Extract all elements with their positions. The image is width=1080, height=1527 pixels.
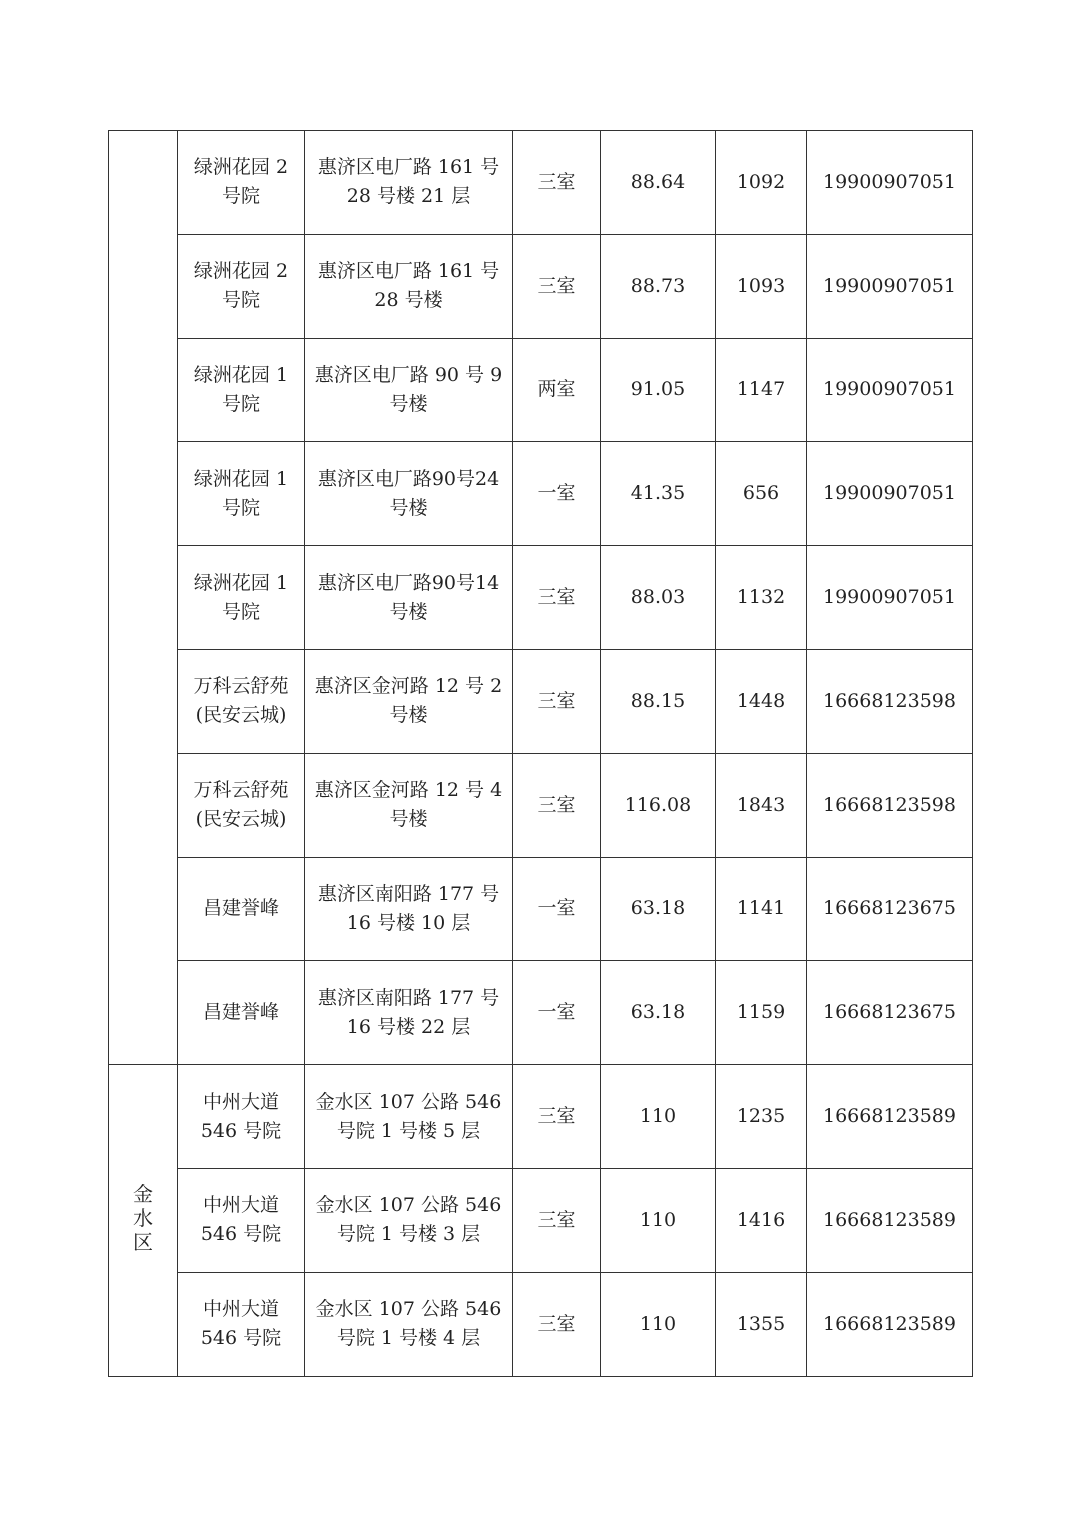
community-cell-text: 绿洲花园 1 号院 (193, 363, 289, 415)
phone-cell (807, 442, 973, 546)
table-row (109, 546, 973, 650)
area-cell (601, 1272, 716, 1376)
area-cell (601, 338, 716, 442)
layout-cell-text: 一室 (537, 1001, 576, 1024)
phone-cell-text: 19900907051 (823, 170, 956, 193)
community-cell-text: 万科云舒苑 (民安云城) (193, 779, 289, 831)
layout-cell (513, 234, 601, 338)
rent-cell-text: 1147 (736, 378, 786, 401)
area-cell-text: 88.73 (630, 274, 686, 297)
layout-cell (513, 1168, 601, 1272)
rent-cell (716, 1065, 807, 1169)
layout-cell (513, 131, 601, 235)
rent-cell (716, 857, 807, 961)
rent-cell-text: 656 (742, 482, 780, 505)
area-cell (601, 753, 716, 857)
community-cell-text: 昌建誉峰 (202, 897, 279, 920)
rent-cell-text: 1235 (736, 1105, 786, 1128)
area-cell (601, 649, 716, 753)
table-row (109, 857, 973, 961)
table-row (109, 131, 973, 235)
area-cell-text: 116.08 (624, 793, 692, 816)
address-cell-text: 惠济区电厂路 161 号 28 号楼 21 层 (317, 156, 500, 208)
table-row (109, 1272, 973, 1376)
phone-cell-text: 16668123675 (823, 1001, 956, 1024)
layout-cell (513, 1065, 601, 1169)
layout-cell (513, 1272, 601, 1376)
layout-cell (513, 753, 601, 857)
phone-cell (807, 857, 973, 961)
rent-cell (716, 961, 807, 1065)
phone-cell (807, 131, 973, 235)
area-cell-text: 88.15 (630, 689, 686, 712)
layout-cell-text: 三室 (537, 1105, 576, 1128)
rent-cell-text: 1141 (736, 897, 786, 920)
table-row (109, 753, 973, 857)
phone-cell-text: 16668123598 (823, 793, 956, 816)
table-row (109, 1168, 973, 1272)
layout-cell-text: 三室 (537, 1312, 576, 1335)
area-cell (601, 234, 716, 338)
rent-cell-text: 1159 (736, 1001, 786, 1024)
rent-cell-text: 1843 (736, 793, 786, 816)
phone-cell-text: 16668123589 (823, 1312, 956, 1335)
community-cell (178, 442, 305, 546)
community-cell-text: 绿洲花园 2 号院 (193, 260, 289, 312)
table-row (109, 649, 973, 753)
table-row (109, 442, 973, 546)
address-cell-text: 金水区 107 公路 546 号院 1 号楼 5 层 (315, 1090, 502, 1142)
area-cell (601, 961, 716, 1065)
phone-cell-text: 16668123675 (823, 897, 956, 920)
phone-cell (807, 546, 973, 650)
rent-cell (716, 1272, 807, 1376)
address-cell (305, 961, 513, 1065)
area-cell (601, 1065, 716, 1169)
community-cell (178, 1168, 305, 1272)
phone-cell (807, 753, 973, 857)
phone-cell-text: 19900907051 (823, 378, 956, 401)
phone-cell-text: 19900907051 (823, 482, 956, 505)
phone-cell (807, 961, 973, 1065)
rent-cell-text: 1448 (736, 689, 786, 712)
area-cell-text: 63.18 (630, 1001, 686, 1024)
district-cell (109, 131, 178, 1065)
housing-table (108, 130, 973, 1377)
rent-cell-text: 1092 (736, 170, 786, 193)
layout-cell-text: 三室 (537, 274, 576, 297)
address-cell (305, 442, 513, 546)
area-cell (601, 1168, 716, 1272)
phone-cell (807, 649, 973, 753)
address-cell-text: 金水区 107 公路 546 号院 1 号楼 3 层 (315, 1194, 502, 1246)
address-cell (305, 338, 513, 442)
phone-cell (807, 338, 973, 442)
district-cell (109, 1065, 178, 1376)
layout-cell (513, 546, 601, 650)
layout-cell (513, 338, 601, 442)
rent-cell (716, 131, 807, 235)
address-cell (305, 753, 513, 857)
community-cell (178, 1272, 305, 1376)
rent-cell (716, 234, 807, 338)
rent-cell-text: 1355 (736, 1312, 786, 1335)
district-label: 金水区 (133, 1182, 153, 1255)
layout-cell (513, 961, 601, 1065)
layout-cell-text: 三室 (537, 170, 576, 193)
area-cell-text: 41.35 (630, 482, 686, 505)
community-cell (178, 857, 305, 961)
rent-cell (716, 753, 807, 857)
layout-cell (513, 857, 601, 961)
layout-cell-text: 三室 (537, 586, 576, 609)
rent-cell-text: 1132 (736, 586, 786, 609)
layout-cell-text: 三室 (537, 1208, 576, 1231)
community-cell (178, 131, 305, 235)
layout-cell-text: 三室 (537, 793, 576, 816)
address-cell-text: 惠济区金河路 12 号 4 号楼 (314, 779, 503, 831)
community-cell (178, 1065, 305, 1169)
table-row (109, 961, 973, 1065)
address-cell (305, 857, 513, 961)
table-row (109, 338, 973, 442)
address-cell-text: 惠济区电厂路90号24 号楼 (317, 467, 500, 519)
layout-cell-text: 两室 (537, 378, 576, 401)
phone-cell-text: 19900907051 (823, 586, 956, 609)
area-cell-text: 110 (639, 1312, 677, 1335)
layout-cell (513, 649, 601, 753)
address-cell (305, 1168, 513, 1272)
rent-cell (716, 338, 807, 442)
community-cell (178, 753, 305, 857)
table-row (109, 234, 973, 338)
rent-cell-text: 1093 (736, 274, 786, 297)
address-cell-text: 惠济区南阳路 177 号 16 号楼 10 层 (317, 882, 500, 934)
phone-cell (807, 1065, 973, 1169)
phone-cell-text: 16668123598 (823, 689, 956, 712)
community-cell (178, 234, 305, 338)
area-cell (601, 857, 716, 961)
phone-cell (807, 234, 973, 338)
area-cell-text: 88.03 (630, 586, 686, 609)
address-cell-text: 惠济区电厂路 90 号 9 号楼 (314, 363, 503, 415)
area-cell (601, 131, 716, 235)
community-cell-text: 绿洲花园 1 号院 (193, 467, 289, 519)
area-cell-text: 110 (639, 1105, 677, 1128)
rent-cell-text: 1416 (736, 1208, 786, 1231)
address-cell (305, 234, 513, 338)
area-cell-text: 110 (639, 1208, 677, 1231)
area-cell (601, 442, 716, 546)
address-cell-text: 惠济区电厂路90号14 号楼 (317, 571, 500, 623)
area-cell-text: 91.05 (630, 378, 686, 401)
community-cell (178, 546, 305, 650)
table-row (109, 1065, 973, 1169)
community-cell-text: 中州大道 546 号院 (200, 1194, 282, 1246)
address-cell-text: 惠济区电厂路 161 号 28 号楼 (317, 260, 500, 312)
rent-cell (716, 546, 807, 650)
table-body (109, 131, 973, 1377)
rent-cell (716, 649, 807, 753)
area-cell-text: 88.64 (630, 170, 686, 193)
rent-cell (716, 442, 807, 546)
community-cell (178, 649, 305, 753)
community-cell-text: 绿洲花园 1 号院 (193, 571, 289, 623)
phone-cell-text: 19900907051 (823, 274, 956, 297)
community-cell (178, 338, 305, 442)
community-cell-text: 中州大道 546 号院 (200, 1090, 282, 1142)
area-cell (601, 546, 716, 650)
address-cell (305, 546, 513, 650)
community-cell-text: 绿洲花园 2 号院 (193, 156, 289, 208)
address-cell (305, 1272, 513, 1376)
community-cell-text: 中州大道 546 号院 (200, 1298, 282, 1350)
layout-cell-text: 一室 (537, 897, 576, 920)
layout-cell (513, 442, 601, 546)
address-cell-text: 惠济区南阳路 177 号 16 号楼 22 层 (317, 986, 500, 1038)
address-cell (305, 1065, 513, 1169)
community-cell-text: 万科云舒苑 (民安云城) (193, 675, 289, 727)
rent-cell (716, 1168, 807, 1272)
phone-cell (807, 1168, 973, 1272)
area-cell-text: 63.18 (630, 897, 686, 920)
layout-cell-text: 三室 (537, 689, 576, 712)
phone-cell-text: 16668123589 (823, 1105, 956, 1128)
address-cell (305, 131, 513, 235)
address-cell (305, 649, 513, 753)
address-cell-text: 惠济区金河路 12 号 2 号楼 (314, 675, 503, 727)
phone-cell (807, 1272, 973, 1376)
community-cell-text: 昌建誉峰 (202, 1001, 279, 1024)
phone-cell-text: 16668123589 (823, 1208, 956, 1231)
address-cell-text: 金水区 107 公路 546 号院 1 号楼 4 层 (315, 1298, 502, 1350)
community-cell (178, 961, 305, 1065)
layout-cell-text: 一室 (537, 482, 576, 505)
